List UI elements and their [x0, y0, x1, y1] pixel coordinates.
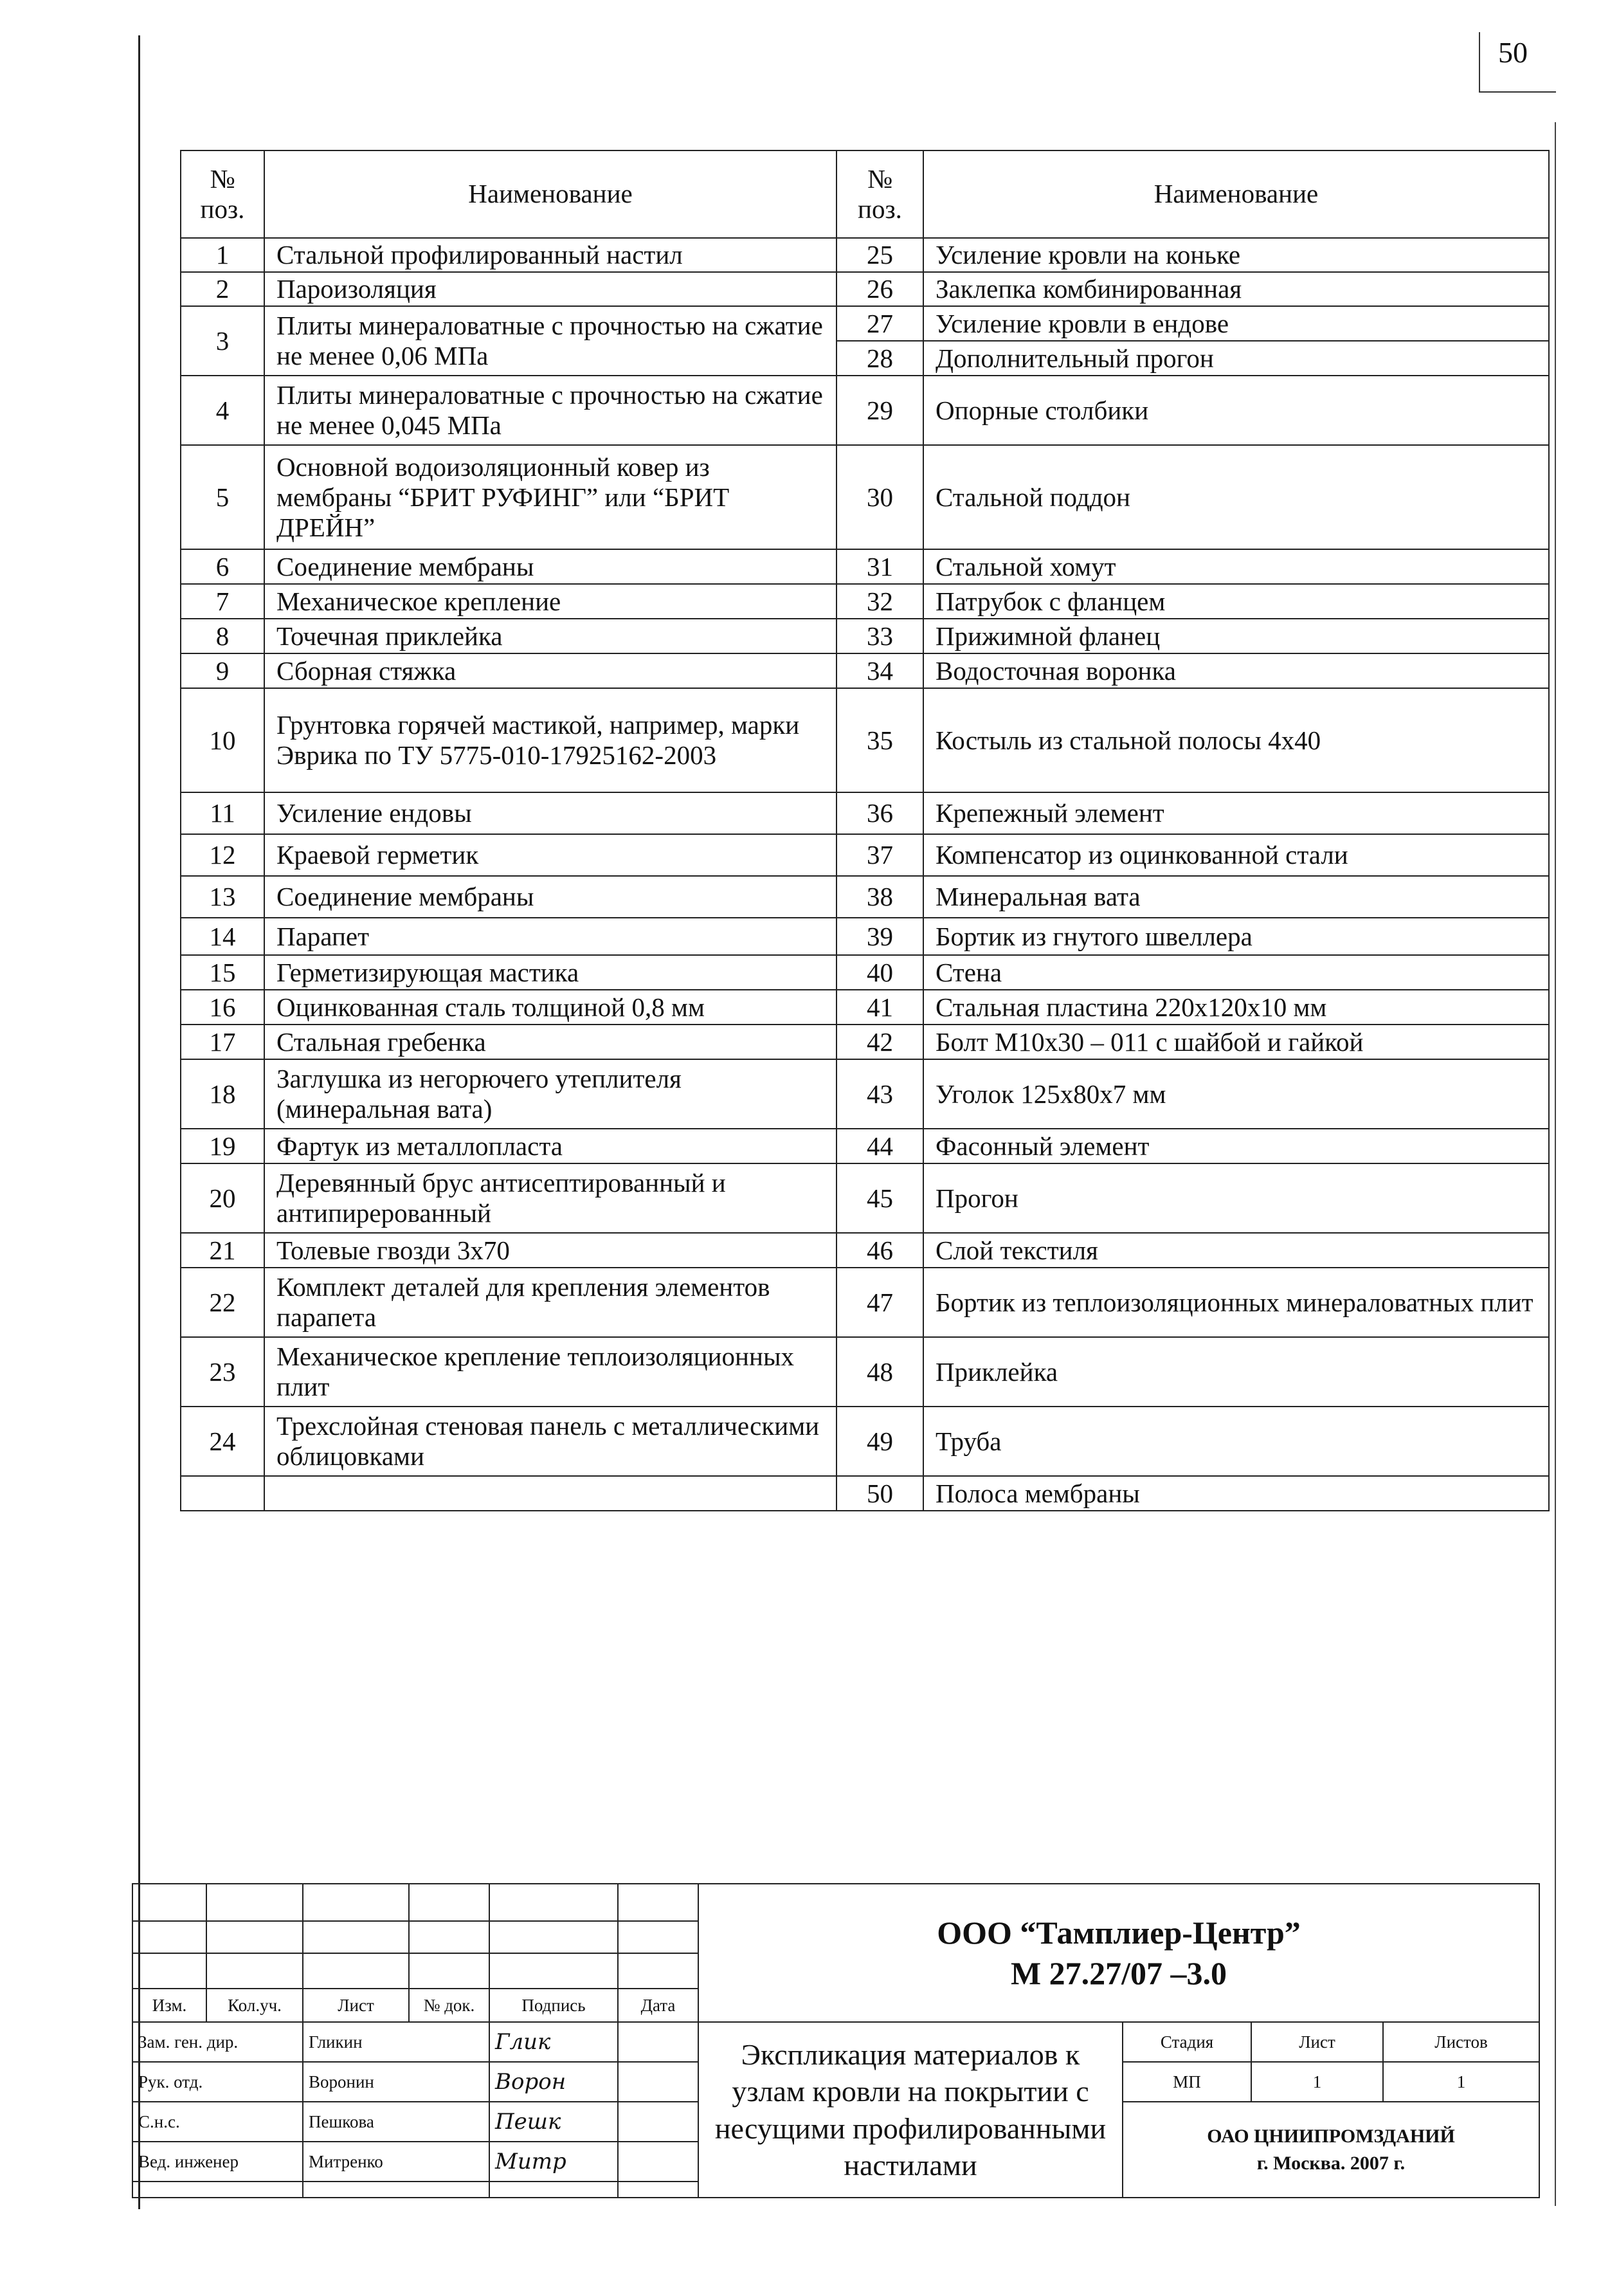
row-pos-right: 29: [837, 376, 923, 445]
stamp-role: С.н.с.: [132, 2102, 303, 2142]
table-row: [181, 445, 1549, 549]
stamp-institute-cell: [1123, 2102, 1539, 2198]
row-name-right: Уголок 125x80x7 мм: [923, 1059, 1549, 1129]
row-pos-right: 47: [837, 1268, 923, 1337]
row-pos-right: 38: [837, 876, 923, 918]
row-name-right: Труба: [923, 1407, 1549, 1476]
row-name-left: Комплект деталей для крепления элементов парапета: [264, 1268, 837, 1337]
stamp-role: Рук. отд.: [132, 2062, 303, 2102]
table-row: [181, 1059, 1549, 1129]
row-pos-left: [181, 1476, 264, 1511]
row-name-right: Усиление кровли на коньке: [923, 238, 1549, 272]
row-name-left: Фартук из металлопласта: [264, 1129, 837, 1163]
table-row: [181, 1268, 1549, 1337]
row-pos-left: 15: [181, 955, 264, 990]
stamp-stage: МП: [1123, 2062, 1251, 2102]
stamp-signature: Ворон: [489, 2062, 618, 2102]
row-name-right: Опорные столбики: [923, 376, 1549, 445]
row-name-right: Костыль из стальной полосы 4x40: [923, 688, 1549, 792]
document-code: М 27.27/07 –3.0: [1010, 1954, 1227, 1991]
row-name-right: Водосточная воронка: [923, 653, 1549, 688]
row-pos-right: 48: [837, 1337, 923, 1407]
table-row: [181, 376, 1549, 445]
table-row: [181, 834, 1549, 876]
row-name-left: Грунтовка горячей мастикой, например, марки Эврика по ТУ 5775-010-17925162-2003: [264, 688, 837, 792]
row-pos-right: 42: [837, 1025, 923, 1059]
row-name-right: Слой текстиля: [923, 1233, 1549, 1268]
row-pos-left: 18: [181, 1059, 264, 1129]
stamp-person: Митренко: [303, 2142, 489, 2182]
row-pos-left: 21: [181, 1233, 264, 1268]
row-name-left: Точечная приклейка: [264, 619, 837, 653]
table-row: [181, 1233, 1549, 1268]
table-row: [181, 1129, 1549, 1163]
row-name-right: Бортик из теплоизоляционных минераловатных плит: [923, 1268, 1549, 1337]
row-name-left: Основной водоизоляционный ковер из мембраны “БРИТ РУФИНГ” или “БРИТ ДРЕЙН”: [264, 445, 837, 549]
table-row: [181, 1337, 1549, 1407]
row-pos-right: 36: [837, 792, 923, 834]
table-row: [181, 549, 1549, 584]
row-pos-left: 5: [181, 445, 264, 549]
row-pos-left: 4: [181, 376, 264, 445]
row-pos-right: 49: [837, 1407, 923, 1476]
drawing-title: Экспликация материалов к узлам кровли на покрытии с несущими профилированными настилами: [698, 2022, 1123, 2198]
stamp-person: Пешкова: [303, 2102, 489, 2142]
row-pos-right: 37: [837, 834, 923, 876]
stamp-col-date: Дата: [618, 1989, 698, 2022]
stamp-sheet: 1: [1251, 2062, 1383, 2102]
row-name-right: Усиление кровли в ендове: [923, 306, 1549, 341]
row-name-right: Заклепка комбинированная: [923, 272, 1549, 306]
table-row: [181, 990, 1549, 1025]
row-name-right: Компенсатор из оцинкованной стали: [923, 834, 1549, 876]
row-pos-left: 8: [181, 619, 264, 653]
table-row: [181, 1407, 1549, 1476]
row-name-left: Сборная стяжка: [264, 653, 837, 688]
row-name-right: Болт М10x30 – 011 с шайбой и гайкой: [923, 1025, 1549, 1059]
row-pos-right: 32: [837, 584, 923, 619]
stamp-col-list: Лист: [303, 1989, 409, 2022]
row-pos-right: 35: [837, 688, 923, 792]
row-name-left: Соединение мембраны: [264, 876, 837, 918]
stamp-sheet-label: Лист: [1251, 2022, 1383, 2062]
header-pos-left: № поз.: [181, 150, 264, 238]
table-row: [181, 306, 1549, 341]
row-name-left: Пароизоляция: [264, 272, 837, 306]
row-name-left: Усиление ендовы: [264, 792, 837, 834]
stamp-col-sign: Подпись: [489, 1989, 618, 2022]
row-name-right: Приклейка: [923, 1337, 1549, 1407]
header-name-left: Наименование: [264, 150, 837, 238]
row-name-left: Заглушка из негорючего утеплителя (минеральная вата): [264, 1059, 837, 1129]
row-pos-right: 25: [837, 238, 923, 272]
stamp-signature: Митр: [489, 2142, 618, 2182]
row-pos-right: 26: [837, 272, 923, 306]
row-pos-left: 22: [181, 1268, 264, 1337]
row-name-left: Оцинкованная сталь толщиной 0,8 мм: [264, 990, 837, 1025]
row-pos-left: 7: [181, 584, 264, 619]
table-row: [181, 918, 1549, 955]
row-name-right: Стальной хомут: [923, 549, 1549, 584]
table-row: [181, 619, 1549, 653]
row-pos-left: 12: [181, 834, 264, 876]
row-pos-left: 24: [181, 1407, 264, 1476]
table-row: [181, 584, 1549, 619]
row-name-left: Механическое крепление: [264, 584, 837, 619]
row-pos-right: 40: [837, 955, 923, 990]
row-name-right: Прижимной фланец: [923, 619, 1549, 653]
table-row: [181, 688, 1549, 792]
row-name-left: Герметизирующая мастика: [264, 955, 837, 990]
stamp-signature: Глик: [489, 2022, 618, 2062]
row-name-left: Механическое крепление теплоизоляционных плит: [264, 1337, 837, 1407]
row-name-right: Стальная пластина 220x120x10 мм: [923, 990, 1549, 1025]
row-name-right: Крепежный элемент: [923, 792, 1549, 834]
table-row: [181, 653, 1549, 688]
organization-name: ООО “Тамплиер-Центр”: [937, 1915, 1301, 1951]
institute-city: г. Москва. 2007 г.: [1256, 2152, 1406, 2174]
row-name-left: Стальной профилированный настил: [264, 238, 837, 272]
header-pos-right: № поз.: [837, 150, 923, 238]
row-pos-left: 14: [181, 918, 264, 955]
institute-name: ОАО ЦНИИПРОМЗДАНИЙ: [1207, 2125, 1455, 2147]
row-pos-right: 34: [837, 653, 923, 688]
row-pos-left: 19: [181, 1129, 264, 1163]
row-name-left: Краевой герметик: [264, 834, 837, 876]
row-pos-right: 46: [837, 1233, 923, 1268]
row-pos-right: 50: [837, 1476, 923, 1511]
table-header-row: [181, 150, 1549, 238]
row-pos-left: 23: [181, 1337, 264, 1407]
stamp-role: Зам. ген. дир.: [132, 2022, 303, 2062]
stamp-col-doc: № док.: [409, 1989, 489, 2022]
row-name-left: Трехслойная стеновая панель с металлическими облицовками: [264, 1407, 837, 1476]
row-name-right: Прогон: [923, 1163, 1549, 1233]
table-row: [181, 1025, 1549, 1059]
row-pos-left: 2: [181, 272, 264, 306]
stamp-person: Гликин: [303, 2022, 489, 2062]
stamp-col-kol: Кол.уч.: [206, 1989, 303, 2022]
row-pos-right: 33: [837, 619, 923, 653]
row-name-left: [264, 1476, 837, 1511]
table-row: [181, 955, 1549, 990]
row-pos-left: 3: [181, 306, 264, 376]
row-pos-right: 39: [837, 918, 923, 955]
row-name-left: Плиты минераловатные с прочностью на сжатие не менее 0,045 МПа: [264, 376, 837, 445]
row-pos-right: 30: [837, 445, 923, 549]
row-pos-left: 10: [181, 688, 264, 792]
row-name-right: Фасонный элемент: [923, 1129, 1549, 1163]
row-pos-left: 9: [181, 653, 264, 688]
row-pos-right: 43: [837, 1059, 923, 1129]
stamp-sheets: 1: [1383, 2062, 1539, 2102]
table-row: [181, 272, 1549, 306]
header-name-right: Наименование: [923, 150, 1549, 238]
row-name-right: Патрубок с фланцем: [923, 584, 1549, 619]
stamp-signature: Пешк: [489, 2102, 618, 2142]
row-pos-right: 28: [837, 341, 923, 376]
row-pos-left: 17: [181, 1025, 264, 1059]
row-pos-right: 31: [837, 549, 923, 584]
row-name-right: Минеральная вата: [923, 876, 1549, 918]
row-name-left: Соединение мембраны: [264, 549, 837, 584]
row-pos-left: 11: [181, 792, 264, 834]
stamp-col-izm: Изм.: [132, 1989, 206, 2022]
stamp-org-cell: [698, 1884, 1539, 2022]
row-pos-left: 20: [181, 1163, 264, 1233]
stamp-stage-label: Стадия: [1123, 2022, 1251, 2062]
row-name-left: Стальная гребенка: [264, 1025, 837, 1059]
row-name-right: Дополнительный прогон: [923, 341, 1549, 376]
stamp-person: Воронин: [303, 2062, 489, 2102]
materials-table: [180, 150, 1550, 1511]
row-pos-left: 13: [181, 876, 264, 918]
row-name-right: Бортик из гнутого швеллера: [923, 918, 1549, 955]
row-pos-right: 27: [837, 306, 923, 341]
row-pos-right: 41: [837, 990, 923, 1025]
row-pos-right: 44: [837, 1129, 923, 1163]
row-name-right: Полоса мембраны: [923, 1476, 1549, 1511]
row-name-right: Стена: [923, 955, 1549, 990]
table-row: [181, 792, 1549, 834]
row-pos-right: 45: [837, 1163, 923, 1233]
table-row: [181, 876, 1549, 918]
row-name-right: Стальной поддон: [923, 445, 1549, 549]
stamp-role: Вед. инженер: [132, 2142, 303, 2182]
stamp-sheets-label: Листов: [1383, 2022, 1539, 2062]
row-pos-left: 6: [181, 549, 264, 584]
row-pos-left: 16: [181, 990, 264, 1025]
table-row: [181, 1476, 1549, 1511]
page-number: 50: [1498, 36, 1528, 69]
title-block: [132, 1883, 1540, 2198]
row-name-left: Деревянный брус антисептированный и антипирерованный: [264, 1163, 837, 1233]
frame-right-border: [1555, 122, 1556, 2206]
table-row: [181, 238, 1549, 272]
row-name-left: Парапет: [264, 918, 837, 955]
table-row: [181, 1163, 1549, 1233]
row-name-left: Плиты минераловатные с прочностью на сжатие не менее 0,06 МПа: [264, 306, 837, 376]
row-pos-left: 1: [181, 238, 264, 272]
row-name-left: Толевые гвозди 3x70: [264, 1233, 837, 1268]
